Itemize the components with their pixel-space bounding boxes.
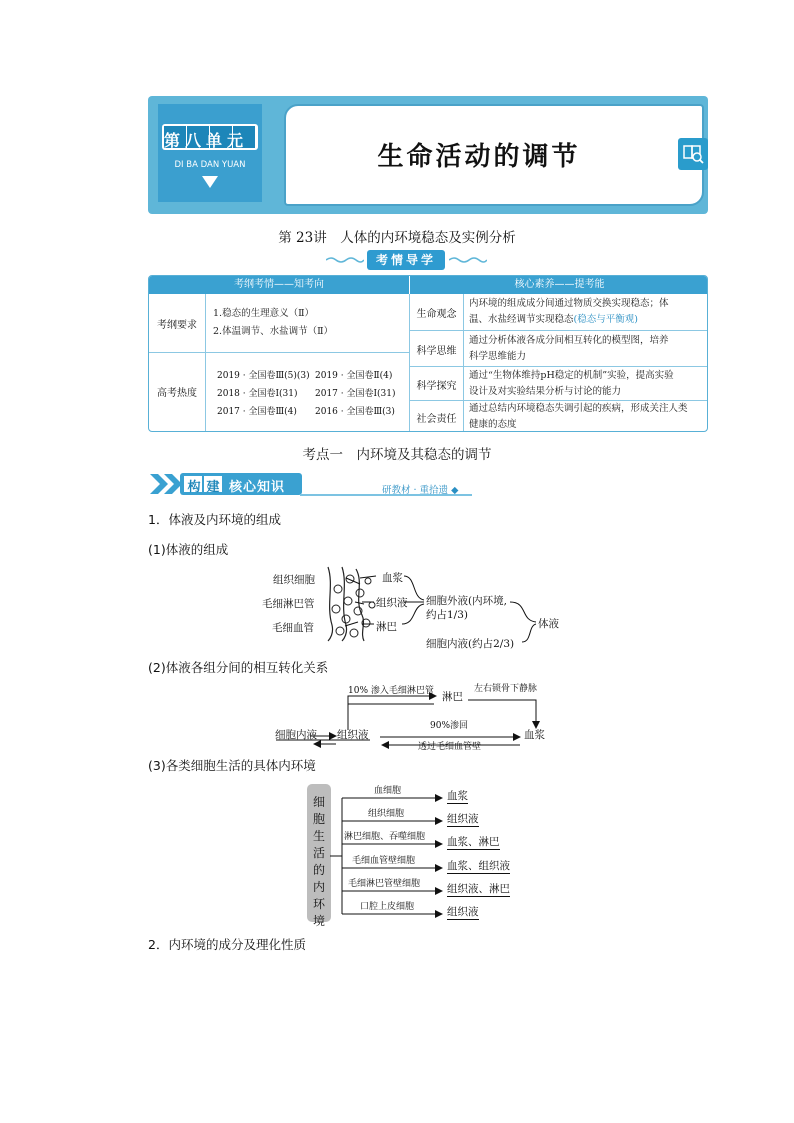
guide-badge: 考情导学 bbox=[367, 250, 445, 270]
exam-item: 2018 · 全国卷Ⅰ(31) bbox=[217, 389, 298, 399]
literacy-text: 健康的态度 bbox=[469, 419, 517, 430]
exam-item: 2017 · 全国卷Ⅲ(4) bbox=[217, 407, 297, 417]
label-tissue-cell: 组织细胞 bbox=[273, 574, 315, 586]
literacy-text: 设计及对实验结果分析与讨论的能力 bbox=[469, 386, 622, 397]
grid-line bbox=[463, 294, 464, 432]
lecture-title: 第 23讲 人体的内环境稳态及实例分析 bbox=[278, 230, 516, 246]
vertical-label: 细 胞 生 活 的 内 环 境 bbox=[312, 795, 325, 928]
literacy-text: 通过“生物体维持pH稳定的机制”实验，提高实验 bbox=[469, 370, 674, 381]
right-table-header: 核心素养——提考能 bbox=[410, 276, 708, 294]
cell-type: 毛细淋巴管壁细胞 bbox=[348, 879, 421, 889]
subheading-3: (3)各类细胞生活的具体内环境 bbox=[148, 758, 316, 773]
exam-item: 2019 · 全国卷Ⅱ(4) bbox=[315, 371, 393, 381]
section-badge-char: 建 bbox=[206, 480, 220, 495]
node-lymph: 淋巴 bbox=[442, 691, 463, 703]
unit-label: 第八单元 bbox=[164, 131, 249, 150]
cell-type: 组织细胞 bbox=[368, 809, 405, 819]
environment: 血浆 bbox=[447, 790, 468, 802]
cell-type: 口腔上皮细胞 bbox=[360, 902, 415, 912]
guide-left-decoration bbox=[326, 256, 364, 264]
subheading-1: (1)体液的组成 bbox=[148, 542, 229, 557]
guide-table bbox=[148, 275, 708, 432]
requirement-item: 1.稳态的生理意义（Ⅱ） bbox=[213, 308, 315, 319]
environment: 组织液 bbox=[447, 813, 479, 825]
page-title: 生命活动的调节 bbox=[377, 142, 581, 172]
literacy-label: 社会责任 bbox=[416, 414, 457, 425]
section-subtitle: 研教材 · 重拾遗 ◆ bbox=[382, 485, 459, 496]
literacy-text: 温、水盐经调节实现稳态(稳态与平衡观) bbox=[469, 314, 638, 325]
literacy-text: 通过总结内环境稳态失调引起的疾病，形成关注人类 bbox=[469, 403, 688, 414]
literacy-highlight: (稳态与平衡观) bbox=[573, 314, 638, 325]
label-extracellular-fraction: 约占1/3) bbox=[426, 609, 468, 621]
label-intracellular-fluid: 细胞内液(约占2/3) bbox=[426, 638, 515, 650]
label-tissue-fluid: 组织液 bbox=[376, 597, 408, 609]
unit-badge bbox=[158, 104, 262, 202]
label-lymph-entry: 10% 渗入毛细淋巴管 bbox=[348, 686, 434, 696]
grid-line bbox=[410, 366, 708, 367]
diagram1-connectors bbox=[300, 562, 540, 652]
cell-type: 毛细血管壁细胞 bbox=[352, 856, 416, 866]
book-search-icon bbox=[678, 138, 708, 170]
exam-item: 2019 · 全国卷Ⅲ(5)(3) bbox=[217, 371, 310, 381]
literacy-label: 科学思维 bbox=[416, 346, 457, 357]
environment: 血浆、淋巴 bbox=[447, 836, 500, 848]
left-table-header: 考纲考情——知考向 bbox=[149, 276, 409, 294]
kaodian-title: 考点一 内环境及其稳态的调节 bbox=[302, 447, 492, 463]
heading-1: 1．体液及内环境的组成 bbox=[148, 512, 281, 527]
grid-line bbox=[149, 352, 409, 353]
grid-line bbox=[205, 294, 206, 432]
row-label-heat: 高考热度 bbox=[157, 388, 197, 399]
literacy-text: 科学思维能力 bbox=[469, 351, 527, 362]
exam-item: 2017 · 全国卷Ⅰ(31) bbox=[315, 389, 396, 399]
grid-line bbox=[410, 330, 708, 331]
literacy-label: 生命观念 bbox=[416, 309, 457, 320]
environment: 组织液、淋巴 bbox=[447, 883, 510, 895]
environment: 血浆、组织液 bbox=[447, 860, 510, 872]
literacy-text: 内环境的组成成分间通过物质交换实现稳态；体 bbox=[469, 298, 669, 309]
label-lymph: 淋巴 bbox=[376, 621, 397, 633]
node-plasma: 血浆 bbox=[524, 729, 545, 741]
label-extracellular-fluid: 细胞外液(内环境, bbox=[426, 595, 507, 607]
label-return: 90%渗回 bbox=[430, 721, 469, 731]
label-plasma: 血浆 bbox=[382, 572, 403, 584]
node-tissue-fluid: 组织液 bbox=[337, 729, 369, 741]
label-lymph-capillary: 毛细淋巴管 bbox=[262, 598, 315, 610]
literacy-text: 通过分析体液各成分间相互转化的模型图，培养 bbox=[469, 335, 669, 346]
literacy-label: 科学探究 bbox=[416, 381, 457, 392]
requirement-item: 2.体温调节、水盐调节（Ⅱ） bbox=[213, 326, 334, 337]
label-body-fluid: 体液 bbox=[538, 618, 559, 630]
heading-2: 2．内环境的成分及理化性质 bbox=[148, 937, 306, 952]
label-blood-capillary: 毛细血管 bbox=[272, 622, 314, 634]
row-label-requirements: 考纲要求 bbox=[157, 320, 197, 331]
cell-type: 淋巴细胞、吞噬细胞 bbox=[344, 832, 426, 842]
guide-right-decoration bbox=[449, 256, 487, 264]
diagram2-arrows bbox=[270, 680, 570, 760]
section-badge-char: 构 bbox=[187, 480, 201, 495]
cell-type: 血细胞 bbox=[374, 786, 402, 796]
node-intracellular: 细胞内液 bbox=[275, 729, 317, 741]
label-capillary-wall: 透过毛细血管壁 bbox=[418, 742, 482, 752]
section-title: 核心知识 bbox=[229, 480, 286, 495]
title-box bbox=[284, 104, 704, 206]
unit-pinyin: DI BA DAN YUAN bbox=[174, 160, 246, 170]
label-subclavian-vein: 左右锁骨下静脉 bbox=[474, 684, 538, 694]
environment: 组织液 bbox=[447, 906, 479, 918]
exam-item: 2016 · 全国卷Ⅲ(3) bbox=[315, 407, 395, 417]
subheading-2: (2)体液各组分间的相互转化关系 bbox=[148, 660, 329, 675]
